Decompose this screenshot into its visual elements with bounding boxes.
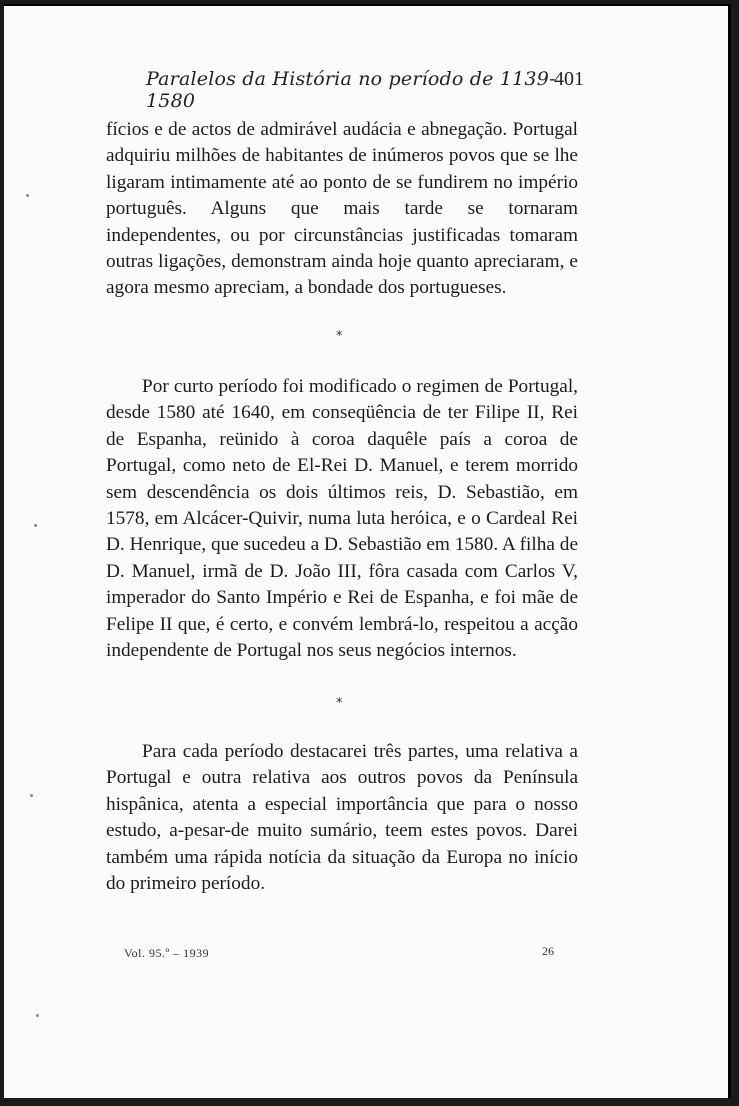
paragraph-3: Para cada período destacarei três partes, uma relativa a Portugal e outra relativa aos outros povos da Península hispânica, atenta a especial importância que para o nosso estudo, a-pesar-de muito sumário, teem estes povos. Darei também uma rápida notícia da situação da Europa no início do primeiro período. bbox=[106, 741, 578, 895]
running-title: Paralelos da História no período de 1139-1580 bbox=[146, 68, 556, 112]
book-page bbox=[4, 4, 731, 1098]
paper-speck bbox=[30, 794, 33, 797]
paper-speck bbox=[36, 1014, 39, 1017]
volume-footer: Vol. 95.º – 1939 bbox=[124, 946, 210, 960]
section-separator-2: * bbox=[336, 696, 343, 711]
paragraph-1: fícios e de actos de admirável audácia e abnegação. Portugal adquiriu milhões de habitantes de inúmeros povos que se lhe ligaram intimamente até ao ponto de se fundirem no império português. Alguns que mais tarde se tornaram independentes, ou por circunstâncias justificadas tomaram outras ligações, demonstram ainda hoje quanto apreciaram, e agora mesmo apreciam, a bondade dos portugueses. bbox=[106, 119, 578, 299]
top-edge bbox=[4, 4, 731, 6]
paragraph-2: Por curto período foi modificado o regimen de Portugal, desde 1580 até 1640, em conseqüência de ter Filipe II, Rei de Espanha, reünido à coroa daquêle país a coroa de Portugal, como neto de El-Rei D. Manuel, e terem morrido sem descendência os dois últimos reis, D. Sebastião, em 1578, em Alcácer-Quivir, numa luta heróica, e o Cardeal Rei D. Henrique, que sucedeu a D. Sebastião em 1580. A filha de D. Manuel, irmã de D. João III, fôra casada com Carlos V, imperador do Santo Império e Rei de Espanha, e foi mãe de Felipe II que, é certo, e convém lembrá-lo, respeitou a acção independente de Portugal nos seus negócios internos. bbox=[106, 376, 578, 662]
page-number: 401 bbox=[554, 68, 584, 90]
paper-speck bbox=[34, 524, 37, 527]
paper-speck bbox=[26, 194, 29, 197]
signature-mark: 26 bbox=[542, 944, 554, 958]
right-edge bbox=[728, 4, 731, 1098]
section-separator-1: * bbox=[336, 329, 343, 344]
